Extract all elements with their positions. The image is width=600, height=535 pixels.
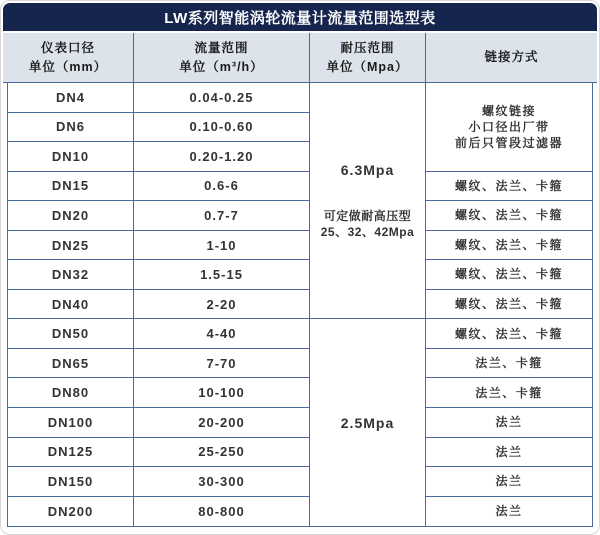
header-connection-line1: 链接方式	[484, 50, 539, 65]
connection-cell: 法兰	[426, 408, 592, 438]
flow-cell: 4-40	[134, 319, 310, 349]
dn-cell: DN50	[8, 319, 134, 349]
dn-cell: DN10	[8, 142, 134, 172]
flow-cell: 80-800	[134, 497, 310, 527]
header-diameter-line2: 单位（mm）	[28, 59, 108, 74]
connection-cell: 螺纹、法兰、卡箍	[426, 319, 592, 349]
header-flow-range-line2: 单位（m³/h）	[179, 59, 264, 74]
pressure-cell-25mpa	[310, 319, 426, 526]
header-pressure-range-line2: 单位（Mpa）	[326, 59, 409, 74]
dn-cell: DN40	[8, 290, 134, 320]
flow-cell: 1.5-15	[134, 260, 310, 290]
dn-cell: DN65	[8, 349, 134, 379]
pressure-label: 6.3Mpa	[340, 161, 395, 178]
connection-cell: 螺纹、法兰、卡箍	[426, 172, 592, 202]
flow-cell: 0.7-7	[134, 201, 310, 231]
connection-cell: 法兰	[426, 467, 592, 497]
dn-cell: DN25	[8, 231, 134, 261]
connection-cell: 法兰	[426, 497, 592, 527]
connection-line: 螺纹链接	[481, 103, 536, 118]
pressure-label: 2.5Mpa	[340, 414, 395, 431]
table-header-row	[3, 33, 597, 83]
connection-cell: 螺纹、法兰、卡箍	[426, 260, 592, 290]
table-title: LW系列智能涡轮流量计流量范围选型表	[3, 3, 597, 31]
flow-cell: 0.6-6	[134, 172, 310, 202]
flow-cell: 7-70	[134, 349, 310, 379]
connection-cell	[426, 83, 592, 172]
flow-cell: 20-200	[134, 408, 310, 438]
pressure-cell-63mpa	[310, 83, 426, 319]
pressure-note-line1: 可定做耐高压型	[323, 208, 412, 223]
dn-cell: DN125	[8, 438, 134, 468]
connection-line: 前后只管段过滤器	[454, 135, 563, 150]
header-pressure-range-line1: 耐压范围	[340, 41, 395, 56]
dn-cell: DN80	[8, 378, 134, 408]
connection-cell: 螺纹、法兰、卡箍	[426, 290, 592, 320]
flow-cell: 2-20	[134, 290, 310, 320]
connection-cell: 螺纹、法兰、卡箍	[426, 201, 592, 231]
flow-cell: 0.20-1.20	[134, 142, 310, 172]
header-flow-range	[134, 33, 310, 82]
flow-cell: 0.10-0.60	[134, 113, 310, 143]
header-flow-range-line1: 流量范围	[194, 41, 249, 56]
header-connection	[426, 33, 597, 82]
connection-cell: 螺纹、法兰、卡箍	[426, 231, 592, 261]
pressure-note	[321, 208, 415, 240]
dn-cell: DN15	[8, 172, 134, 202]
header-diameter	[3, 33, 134, 82]
flow-cell: 10-100	[134, 378, 310, 408]
dn-cell: DN32	[8, 260, 134, 290]
dn-cell: DN200	[8, 497, 134, 527]
dn-cell: DN4	[8, 83, 134, 113]
dn-cell: DN6	[8, 113, 134, 143]
connection-line: 小口径出厂带	[468, 119, 550, 134]
header-diameter-line1: 仪表口径	[40, 41, 95, 56]
dn-cell: DN20	[8, 201, 134, 231]
header-pressure-range	[310, 33, 426, 82]
flow-cell: 0.04-0.25	[134, 83, 310, 113]
table-body	[7, 83, 593, 527]
connection-cell: 法兰、卡箍	[426, 349, 592, 379]
flow-cell: 1-10	[134, 231, 310, 261]
dn-cell: DN150	[8, 467, 134, 497]
flow-cell: 30-300	[134, 467, 310, 497]
flow-cell: 25-250	[134, 438, 310, 468]
pressure-note-line2: 25、32、42Mpa	[320, 224, 415, 239]
connection-cell: 法兰	[426, 438, 592, 468]
dn-cell: DN100	[8, 408, 134, 438]
connection-cell: 法兰、卡箍	[426, 378, 592, 408]
